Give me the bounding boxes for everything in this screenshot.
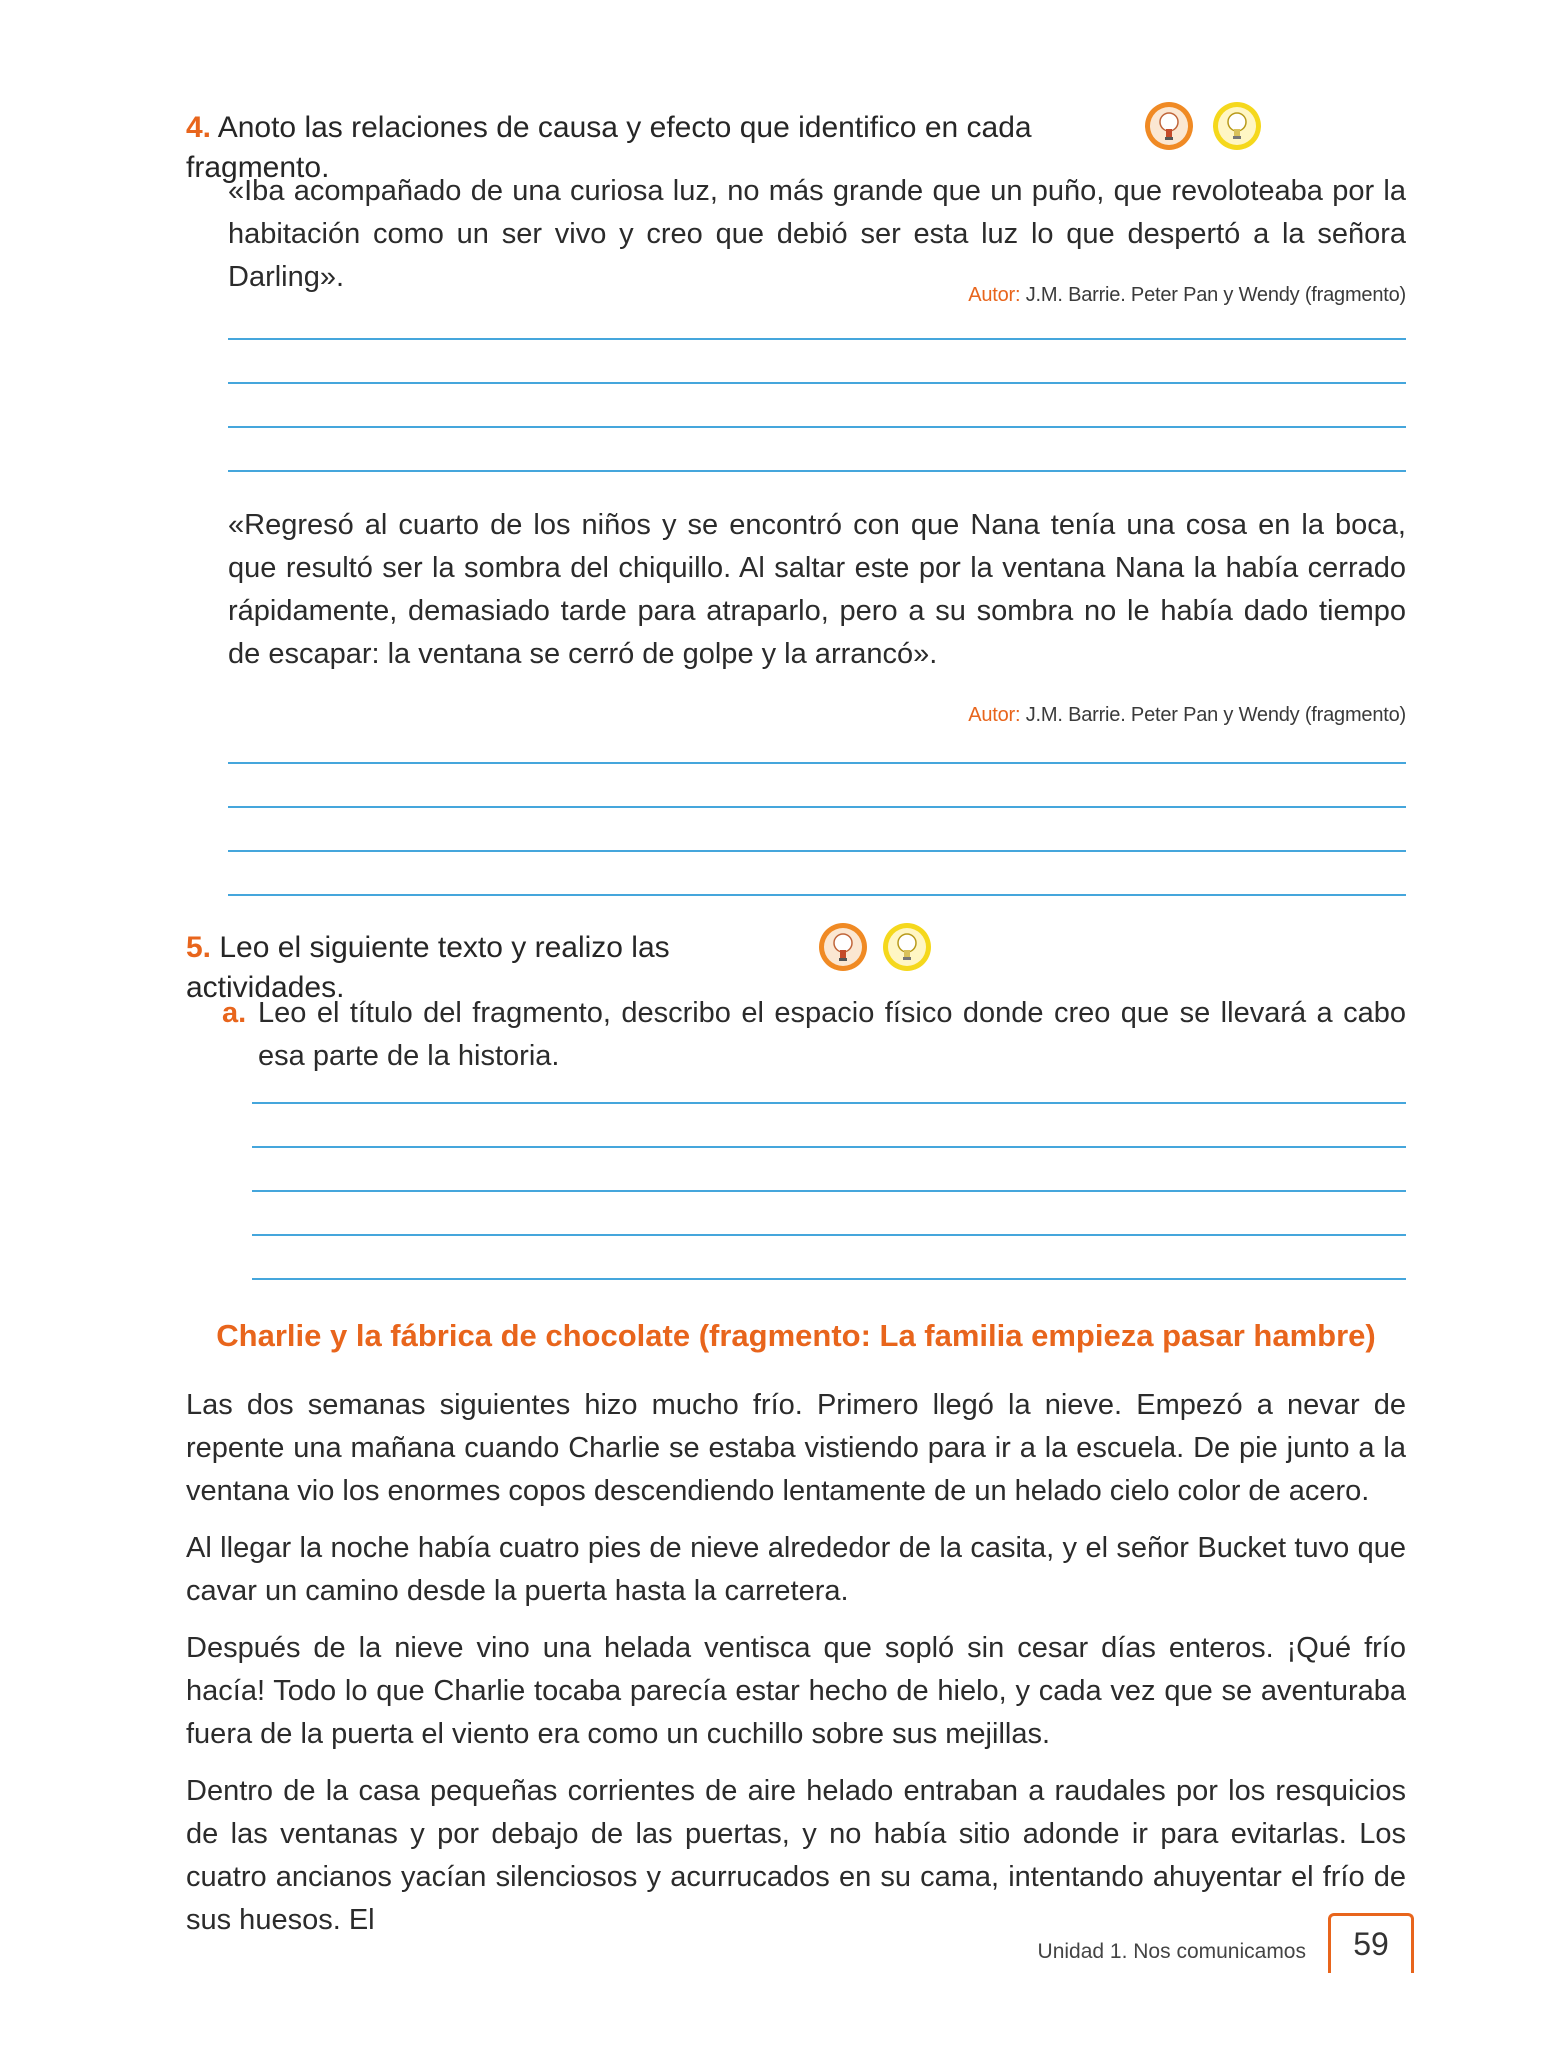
answer-line[interactable]	[228, 382, 1406, 384]
answer-line[interactable]	[228, 426, 1406, 428]
answer-line[interactable]	[252, 1234, 1406, 1236]
question-number: 5.	[186, 931, 212, 964]
answer-line[interactable]	[252, 1190, 1406, 1192]
reading-body	[186, 1384, 1406, 1942]
author-label: Autor:	[968, 284, 1021, 306]
reading-paragraph-1: Las dos semanas siguientes hizo mucho frío. Primero llegó la nieve. Empezó a nevar de repente una mañana cuando Charlie se estaba vistiendo para ir a la escuela. De pie junto a la ventana vio los enormes copos descendiendo lentamente de un helado cielo color de acero.	[186, 1389, 1406, 1507]
answer-line[interactable]	[252, 1278, 1406, 1280]
question-text: Anoto las relaciones de causa y efecto que identifico en cada fragmento.	[186, 111, 1032, 184]
reading-paragraph-2: Al llegar la noche había cuatro pies de nieve alrededor de la casita, y el señor Bucket tuvo que cavar un camino desde la puerta hasta la carretera.	[186, 1532, 1406, 1607]
answer-line[interactable]	[252, 1102, 1406, 1104]
page-number-box	[1328, 1913, 1414, 1973]
reading-title: Charlie y la fábrica de chocolate (fragmento: La familia empieza pasar hambre)	[216, 1318, 1376, 1353]
quote-fragment-2: «Regresó al cuarto de los niños y se encontró con que Nana tenía una cosa en la boca, que resultó ser la sombra del chiquillo. Al saltar este por la ventana Nana la había cerrado rápidamente, demasiado tarde para atraparlo, pero a su sombra no le había dado tiempo de escapar: la ventana se cerró de golpe y la arrancó».	[228, 509, 1406, 670]
answer-line[interactable]	[228, 470, 1406, 472]
author-credit-2	[700, 704, 1406, 727]
answer-line[interactable]	[228, 806, 1406, 808]
lightbulb-orange-icon	[818, 922, 868, 972]
answer-line[interactable]	[252, 1146, 1406, 1148]
page-number: 59	[1353, 1926, 1389, 1962]
item-a-letter: a.	[222, 997, 247, 1029]
item-a-text: Leo el título del fragmento, describo el espacio físico donde creo que se llevará a cabo esa parte de la historia.	[258, 997, 1406, 1072]
quote-fragment-1: «Iba acompañado de una curiosa luz, no más grande que un puño, que revoloteaba por la habitación como un ser vivo y creo que debió ser esta luz lo que despertó a la señora Darling».	[228, 175, 1406, 293]
lightbulb-yellow-icon	[882, 922, 932, 972]
answer-line[interactable]	[228, 894, 1406, 896]
reading-paragraph-4: Dentro de la casa pequeñas corrientes de aire helado entraban a raudales por los resquicios de las ventanas y por debajo de las puertas, y no había sitio adonde ir para evitarlas. Los cuatro ancianos yacían silenciosos y acurrucados en su cama, intentando ahuyentar el frío de sus huesos. El	[186, 1775, 1406, 1936]
author-name: J.M. Barrie. Peter Pan y Wendy (fragmento)	[1025, 704, 1406, 726]
reading-paragraph-3: Después de la nieve vino una helada ventisca que sopló sin cesar días enteros. ¡Qué frío hacía! Todo lo que Charlie tocaba parecía estar hecho de hielo, y cada vez que se aventuraba fuera de la puerta el viento era como un cuchillo sobre sus mejillas.	[186, 1632, 1406, 1750]
author-credit-1	[700, 284, 1406, 307]
question-text: Leo el siguiente texto y realizo las actividades.	[186, 931, 670, 1004]
unit-label: Unidad 1. Nos comunicamos	[1037, 1940, 1306, 1963]
answer-line[interactable]	[228, 762, 1406, 764]
question-number: 4.	[186, 111, 212, 144]
lightbulb-orange-icon	[1144, 101, 1194, 151]
answer-line[interactable]	[228, 338, 1406, 340]
answer-line[interactable]	[228, 850, 1406, 852]
lightbulb-yellow-icon	[1212, 101, 1262, 151]
author-name: J.M. Barrie. Peter Pan y Wendy (fragmento)	[1025, 284, 1406, 306]
author-label: Autor:	[968, 704, 1021, 726]
